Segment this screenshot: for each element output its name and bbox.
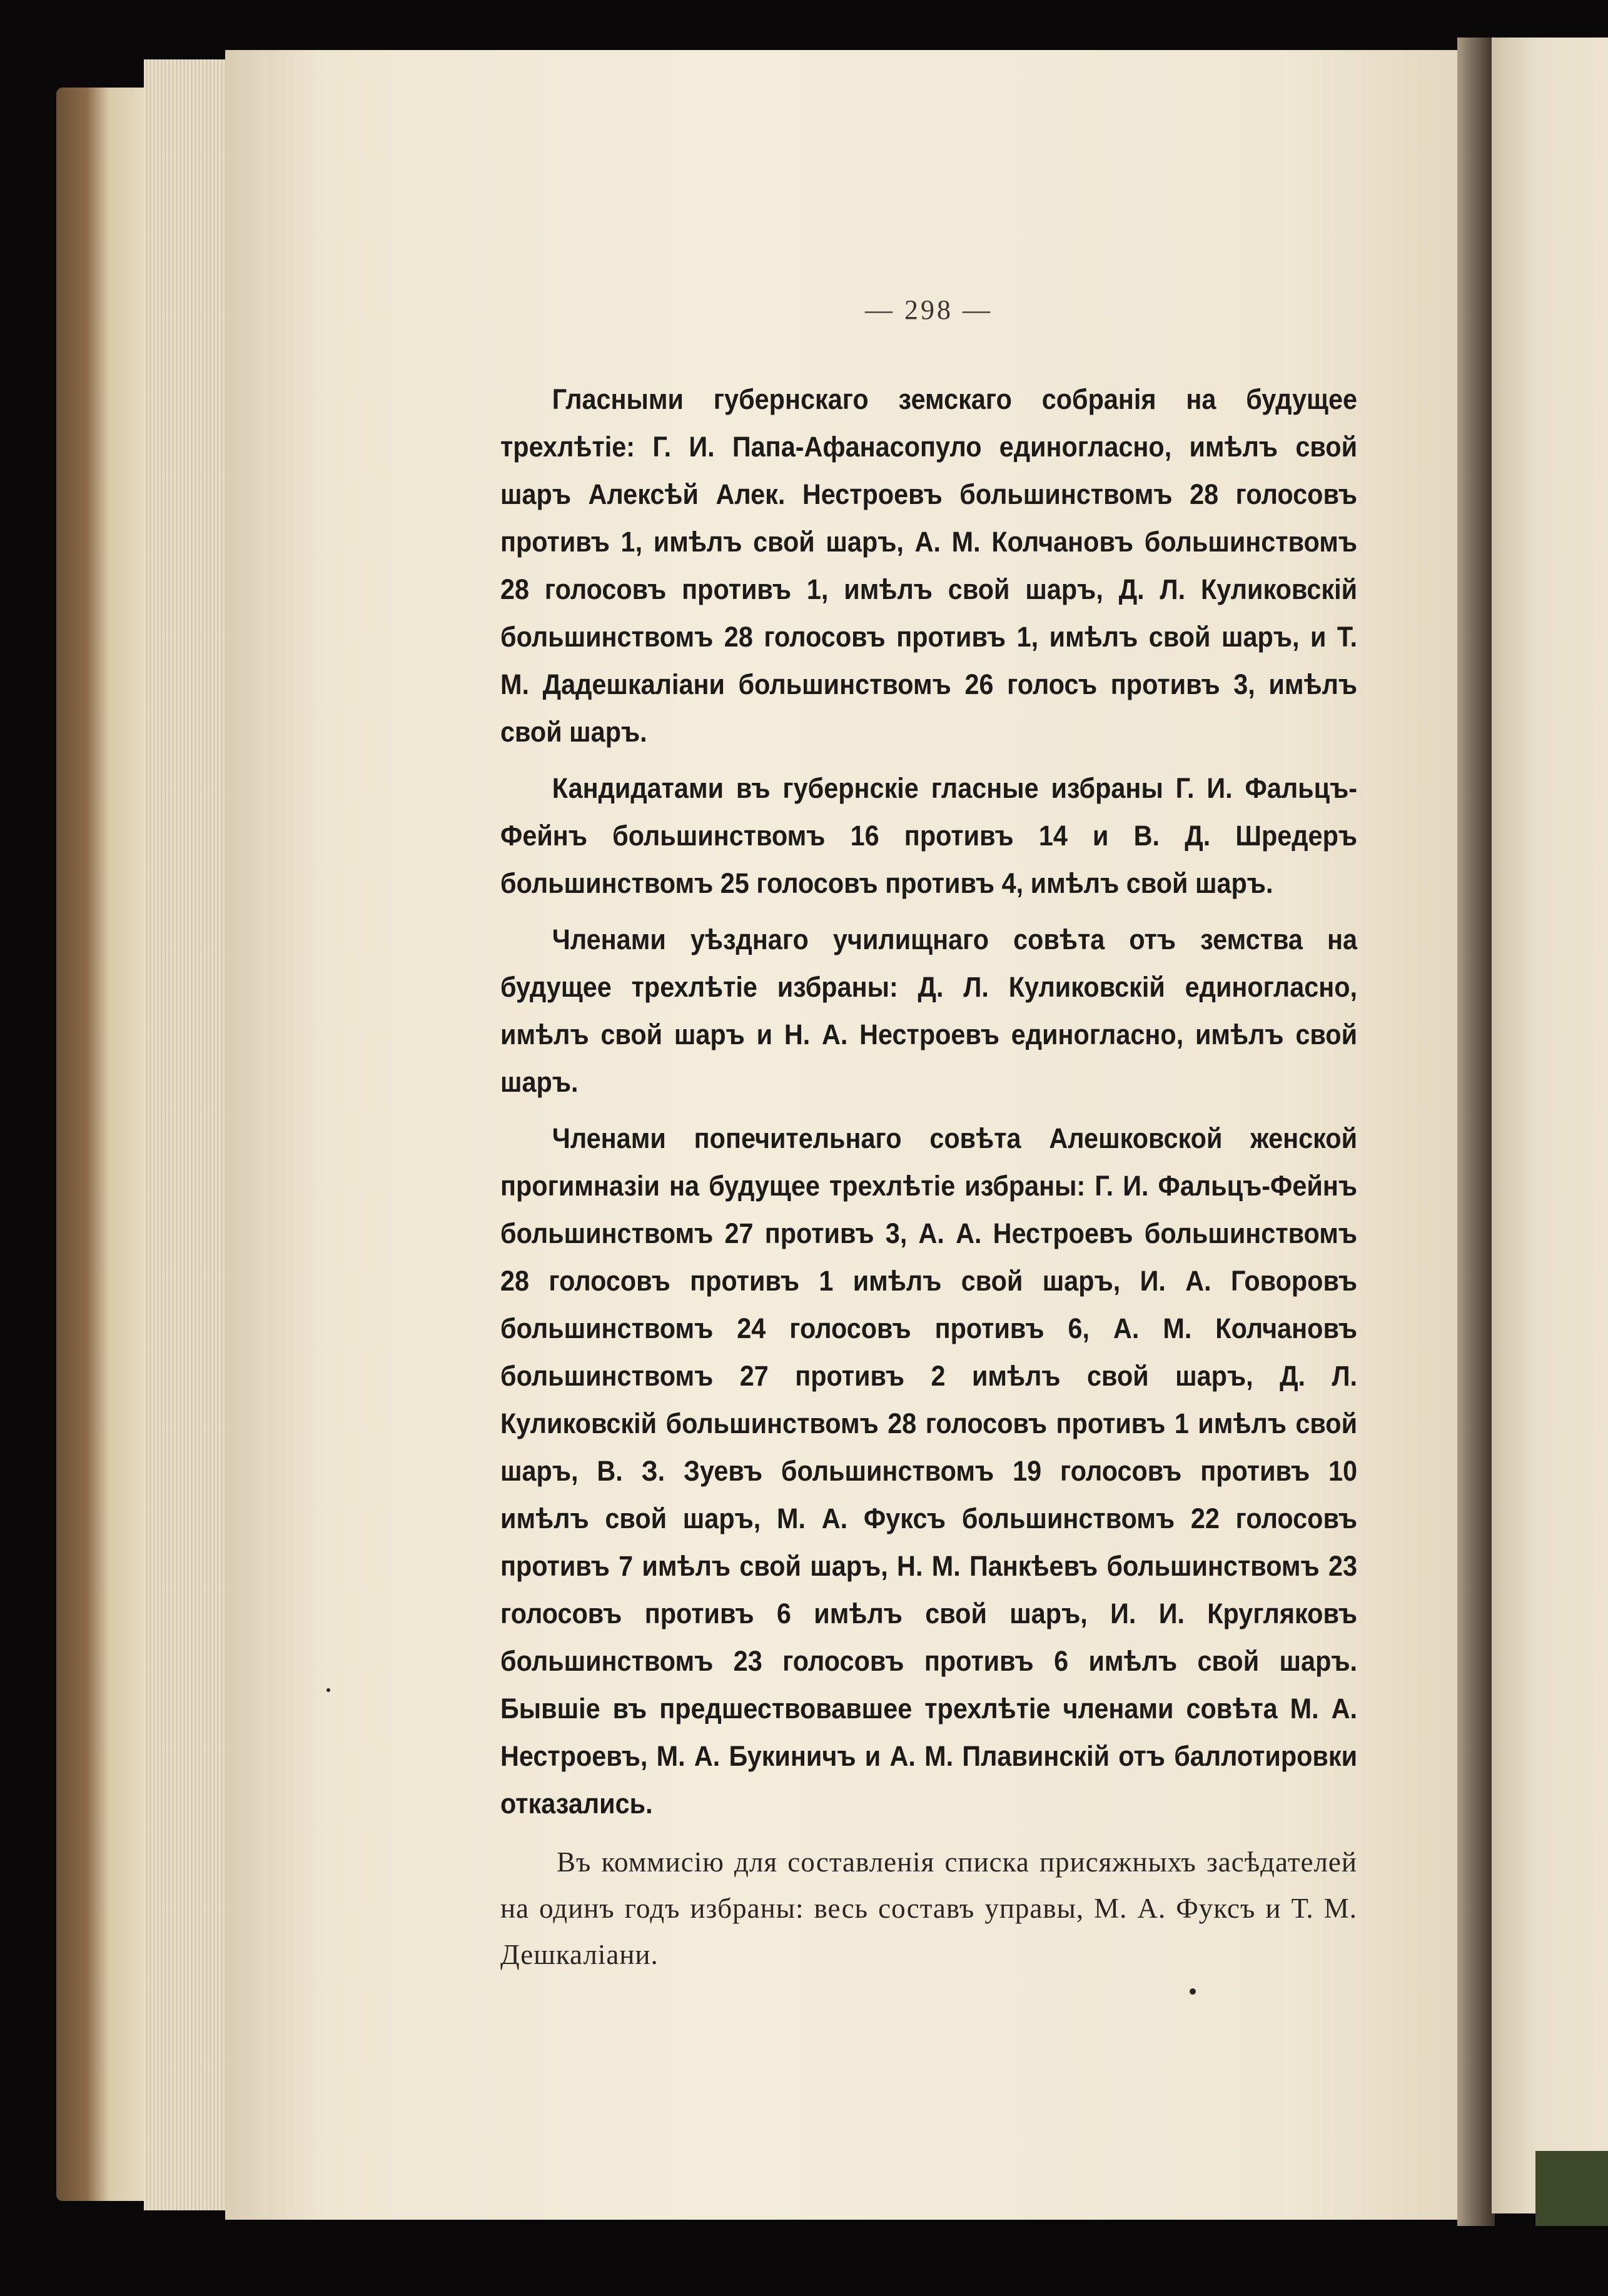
facing-page [1492,38,1608,2213]
speck-mark [1190,1988,1196,1995]
paragraph-candidates: Кандидатами въ губернскіе гласные избраны Г. И. Фальцъ-Фейнъ большинствомъ 16 противъ 14 и В. Д. Шредеръ большинствомъ 25 голосовъ противъ 4, имѣлъ свой шаръ. [500,772,1358,899]
page-text-block [500,294,1357,1978]
speck-mark [326,1688,330,1692]
paragraph-gubernia-deputies: Гласными губернскаго земскаго собранія на будущее трехлѣтіе: Г. И. Папа-Афанасопуло единогласно, имѣлъ свой шаръ Алексѣй Алек. Нестроевъ большинствомъ 28 голосовъ противъ 1, имѣлъ свой шаръ, А. М. Колчановъ большинствомъ 28 голосовъ противъ 1, имѣлъ свой шаръ, Д. Л. Куликовскій большинствомъ 28 голосовъ противъ 1, имѣлъ свой шаръ, и Т. М. Дадешкаліани большинствомъ 26 голосъ противъ 3, имѣлъ свой шаръ. [500,383,1358,748]
page-number: — 298 — [865,295,993,325]
paragraph-jury-commission: Въ коммисію для составленія списка присяжныхъ засѣдателей на одинъ годъ избраны: весь составъ управы, М. А. Фуксъ и Т. М. Дешкаліани. [500,1846,1357,1970]
page-stack-edges [144,59,231,2210]
book-gutter [1457,38,1495,2226]
paragraph-school-council: Членами уѣзднаго училищнаго совѣта отъ земства на будущее трехлѣтіе избраны: Д. Л. Куликовскій единогласно, имѣлъ свой шаръ и Н. А. Нестроевъ единогласно, имѣлъ свой шаръ. [500,924,1358,1098]
facing-page-corner [1535,2151,1608,2226]
paragraph-trustee-council: Членами попечительнаго совѣта Алешковской женской прогимназіи на будущее трехлѣтіе избраны: Г. И. Фальцъ-Фейнъ большинствомъ 27 противъ 3, А. А. Нестроевъ большинствомъ 28 голосовъ противъ 1 имѣлъ свой шаръ, И. А. Говоровъ большинствомъ 24 голосовъ противъ 6, А. М. Колчановъ большинствомъ 27 противъ 2 имѣлъ свой шаръ, Д. Л. Куликовскій большинствомъ 28 голосовъ противъ 1 имѣлъ свой шаръ, В. З. Зуевъ большинствомъ 19 голосовъ противъ 10 имѣлъ свой шаръ, М. А. Фуксъ большинствомъ 22 голосовъ противъ 7 имѣлъ свой шаръ, Н. М. Панкѣевъ большинствомъ 23 голосовъ противъ 6 имѣлъ свой шаръ, И. И. Кругляковъ большинствомъ 23 голосовъ противъ 6 имѣлъ свой шаръ. Бывшіе въ предшествовавшее трехлѣтіе членами совѣта М. А. Нестроевъ, М. А. Букиничъ и А. М. Плавинскій отъ баллотировки отказались. [500,1122,1358,1820]
